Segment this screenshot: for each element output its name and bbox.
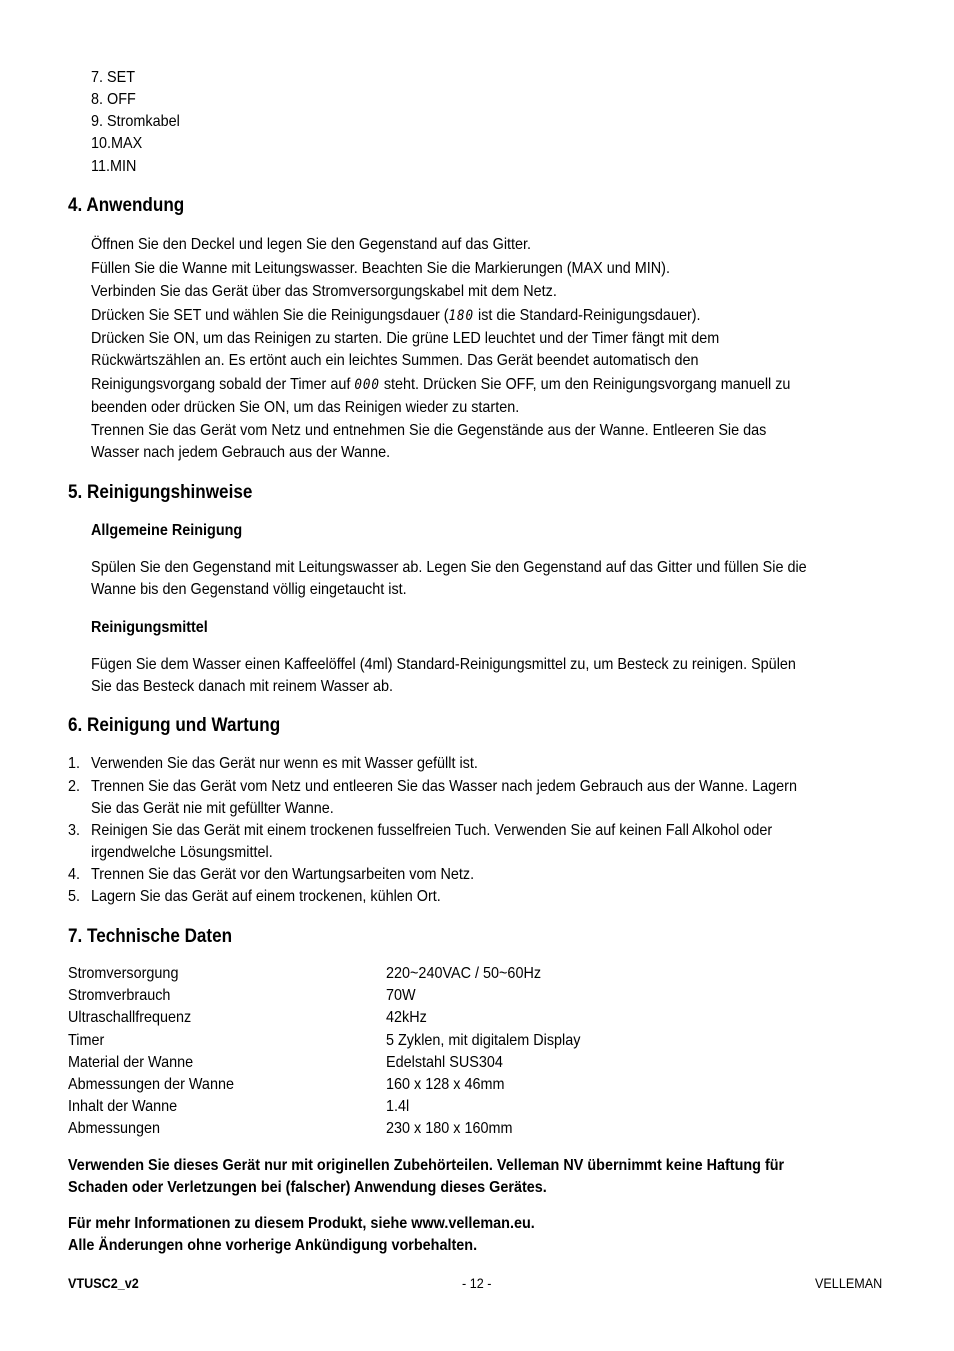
list-item: 11.MIN xyxy=(91,158,137,175)
section-heading-wartung: 6. Reinigung und Wartung xyxy=(68,715,281,736)
spec-label: Stromverbrauch xyxy=(68,987,171,1004)
paragraph-line xyxy=(91,374,790,396)
list-number: 5. xyxy=(68,888,81,905)
spec-label: Inhalt der Wanne xyxy=(68,1098,178,1115)
spec-value: 70W xyxy=(386,987,416,1004)
footer-page-number: - 12 - xyxy=(462,1275,492,1291)
spec-label: Material der Wanne xyxy=(68,1054,194,1071)
paragraph-line: beenden oder drücken Sie ON, um das Reinigen wieder zu starten. xyxy=(91,399,520,416)
disclaimer-line: Schaden oder Verletzungen bei (falscher) Anwendung dieses Gerätes. xyxy=(68,1179,547,1196)
list-item: irgendwelche Lösungsmittel. xyxy=(91,844,273,861)
spec-value: 42kHz xyxy=(386,1009,427,1026)
spec-value: 230 x 180 x 160mm xyxy=(386,1120,513,1137)
list-item: Trennen Sie das Gerät vor den Wartungsarbeiten vom Netz. xyxy=(91,866,475,883)
spec-value: 5 Zyklen, mit digitalem Display xyxy=(386,1032,581,1049)
list-item: 7. SET xyxy=(91,69,136,86)
paragraph-line: Trennen Sie das Gerät vom Netz und entnehmen Sie die Gegenstände aus der Wanne. Entleeren Sie das xyxy=(91,422,767,439)
paragraph-line: Spülen Sie den Gegenstand mit Leitungswasser ab. Legen Sie den Gegenstand auf das Gitter und füllen Sie die xyxy=(91,559,807,576)
paragraph-line: Drücken Sie ON, um das Reinigen zu starten. Die grüne LED leuchtet und der Timer fängt mit dem xyxy=(91,330,720,347)
spec-value: 160 x 128 x 46mm xyxy=(386,1076,505,1093)
text-span: ist die Standard-Reinigungsdauer). xyxy=(474,307,701,324)
list-item: Sie das Gerät nie mit gefüllter Wanne. xyxy=(91,800,334,817)
spec-label: Abmessungen xyxy=(68,1120,161,1137)
paragraph-line: Verbinden Sie das Gerät über das Stromversorgungskabel mit dem Netz. xyxy=(91,283,557,300)
subheading: Allgemeine Reinigung xyxy=(91,522,243,539)
paragraph-line: Öffnen Sie den Deckel und legen Sie den Gegenstand auf das Gitter. xyxy=(91,236,532,253)
section-heading-hinweise: 5. Reinigungshinweise xyxy=(68,482,253,503)
section-heading-anwendung: 4. Anwendung xyxy=(68,195,185,216)
info-line: Für mehr Informationen zu diesem Produkt, siehe www.velleman.eu. xyxy=(68,1215,535,1232)
list-number: 2. xyxy=(68,778,81,795)
paragraph-line: Wasser nach jedem Gebrauch aus der Wanne. xyxy=(91,444,391,461)
list-number: 1. xyxy=(68,755,81,772)
text-span: Reinigungsvorgang sobald der Timer auf xyxy=(91,376,355,393)
list-item: 9. Stromkabel xyxy=(91,113,180,130)
subheading: Reinigungsmittel xyxy=(91,619,208,636)
spec-label: Timer xyxy=(68,1032,105,1049)
list-item: 8. OFF xyxy=(91,91,136,108)
footer-brand: VELLEMAN xyxy=(815,1275,883,1291)
list-item: Verwenden Sie das Gerät nur wenn es mit Wasser gefüllt ist. xyxy=(91,755,478,772)
list-number: 3. xyxy=(68,822,81,839)
paragraph-line: Fügen Sie dem Wasser einen Kaffeelöffel (4ml) Standard-Reinigungsmittel zu, um Besteck zu reinigen. Spülen xyxy=(91,656,796,673)
spec-label: Abmessungen der Wanne xyxy=(68,1076,234,1093)
paragraph-line: Rückwärtszählen an. Es ertönt auch ein leichtes Summen. Das Gerät beendet automatisch den xyxy=(91,352,699,369)
spec-value: 1.4l xyxy=(386,1098,410,1115)
footer-model: VTUSC2_v2 xyxy=(68,1275,139,1291)
spec-label: Stromversorgung xyxy=(68,965,179,982)
info-line: Alle Änderungen ohne vorherige Ankündigung vorbehalten. xyxy=(68,1237,478,1254)
paragraph-line: Wanne bis den Gegenstand völlig eingetaucht ist. xyxy=(91,581,407,598)
spec-value: 220~240VAC / 50~60Hz xyxy=(386,965,542,982)
text-span: Drücken Sie SET und wählen Sie die Reinigungsdauer ( xyxy=(91,307,449,324)
paragraph-line xyxy=(91,305,701,327)
list-item: Lagern Sie das Gerät auf einem trockenen, kühlen Ort. xyxy=(91,888,441,905)
section-heading-daten: 7. Technische Daten xyxy=(68,926,233,947)
list-number: 4. xyxy=(68,866,81,883)
spec-value: Edelstahl SUS304 xyxy=(386,1054,503,1071)
list-item: Reinigen Sie das Gerät mit einem trockenen fusselfreien Tuch. Verwenden Sie auf keinen Fall Alkohol oder xyxy=(91,822,773,839)
list-item: Trennen Sie das Gerät vom Netz und entleeren Sie das Wasser nach jedem Gebrauch aus der Wanne. Lagern xyxy=(91,778,797,795)
list-item: 10.MAX xyxy=(91,135,143,152)
lcd-digits: 180 xyxy=(448,308,475,324)
text-span: steht. Drücken Sie OFF, um den Reinigungsvorgang manuell zu xyxy=(379,376,791,393)
disclaimer-line: Verwenden Sie dieses Gerät nur mit originellen Zubehörteilen. Velleman NV übernimmt keine Haftung für xyxy=(68,1157,785,1174)
paragraph-line: Sie das Besteck danach mit reinem Wasser ab. xyxy=(91,678,394,695)
paragraph-line: Füllen Sie die Wanne mit Leitungswasser. Beachten Sie die Markierungen (MAX und MIN). xyxy=(91,260,670,277)
spec-label: Ultraschallfrequenz xyxy=(68,1009,192,1026)
lcd-digits: 000 xyxy=(354,377,380,393)
